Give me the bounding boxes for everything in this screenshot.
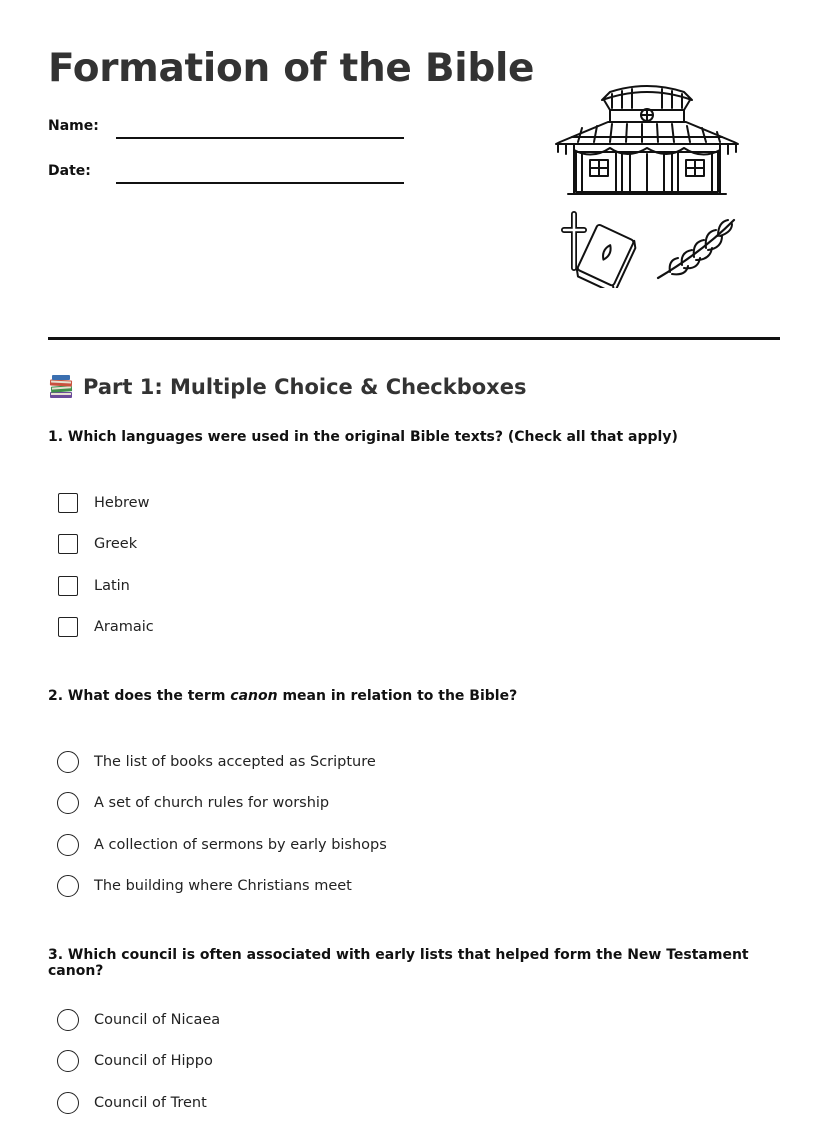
- church-illustration-icon: [552, 82, 742, 288]
- question-2-term: canon: [230, 688, 278, 704]
- q2-option-2[interactable]: [58, 783, 387, 825]
- option-label: A collection of sermons by early bishops: [94, 836, 387, 853]
- option-label: Council of Hippo: [94, 1053, 213, 1070]
- q2-option-4[interactable]: [58, 866, 387, 908]
- radio-button[interactable]: [57, 792, 79, 814]
- name-blank-line[interactable]: [116, 137, 404, 139]
- checkbox[interactable]: [58, 617, 78, 637]
- option-label: Council of Nicaea: [94, 1011, 221, 1028]
- question-2-options: [58, 741, 387, 907]
- radio-button[interactable]: [57, 1092, 79, 1114]
- radio-button[interactable]: [57, 834, 79, 856]
- q1-option-aramaic[interactable]: [58, 607, 154, 649]
- radio-button[interactable]: [57, 1050, 79, 1072]
- question-2-text-start: 2. What does the term: [48, 688, 231, 704]
- option-label: Council of Trent: [94, 1094, 207, 1111]
- option-label: The building where Christians meet: [94, 878, 352, 895]
- question-1-options: [58, 482, 154, 648]
- radio-button[interactable]: [57, 751, 79, 773]
- option-label: Greek: [94, 536, 138, 553]
- question-3-text: 3. Which council is often associated with early lists that helped form the New Testament canon?: [48, 947, 749, 979]
- q3-option-hippo[interactable]: [58, 1041, 220, 1083]
- radio-button[interactable]: [57, 1009, 79, 1031]
- worksheet-page: [48, 0, 780, 1118]
- q2-option-3[interactable]: [58, 824, 387, 866]
- part1-heading: [48, 374, 526, 400]
- question-2-text-end: mean in relation to the Bible?: [277, 688, 518, 704]
- q1-option-hebrew[interactable]: [58, 482, 154, 524]
- date-field[interactable]: [48, 163, 408, 187]
- q2-option-1[interactable]: [58, 741, 387, 783]
- option-label: A set of church rules for worship: [94, 795, 330, 812]
- radio-button[interactable]: [57, 875, 79, 897]
- q1-option-latin[interactable]: [58, 565, 154, 607]
- name-label: Name:: [48, 118, 99, 134]
- worksheet-title: Formation of the Bible: [48, 46, 535, 91]
- question-3-options: [58, 999, 220, 1124]
- header-divider: [48, 337, 780, 340]
- q3-option-trent[interactable]: [58, 1082, 220, 1124]
- date-blank-line[interactable]: [116, 182, 404, 184]
- option-label: Latin: [94, 577, 130, 594]
- q3-option-nicaea[interactable]: [58, 999, 220, 1041]
- question-1-text: 1. Which languages were used in the original Bible texts? (Check all that apply): [48, 429, 678, 445]
- checkbox[interactable]: [58, 493, 78, 513]
- q1-option-greek[interactable]: [58, 524, 154, 566]
- checkbox[interactable]: [58, 576, 78, 596]
- stacked-books-icon: [48, 374, 74, 400]
- option-label: The list of books accepted as Scripture: [94, 753, 376, 770]
- part1-heading-text: Part 1: Multiple Choice & Checkboxes: [83, 375, 527, 399]
- question-2-text: [48, 688, 517, 704]
- option-label: Aramaic: [94, 619, 154, 636]
- checkbox[interactable]: [58, 534, 78, 554]
- name-field[interactable]: [48, 118, 408, 142]
- option-label: Hebrew: [94, 494, 150, 511]
- date-label: Date:: [48, 163, 91, 179]
